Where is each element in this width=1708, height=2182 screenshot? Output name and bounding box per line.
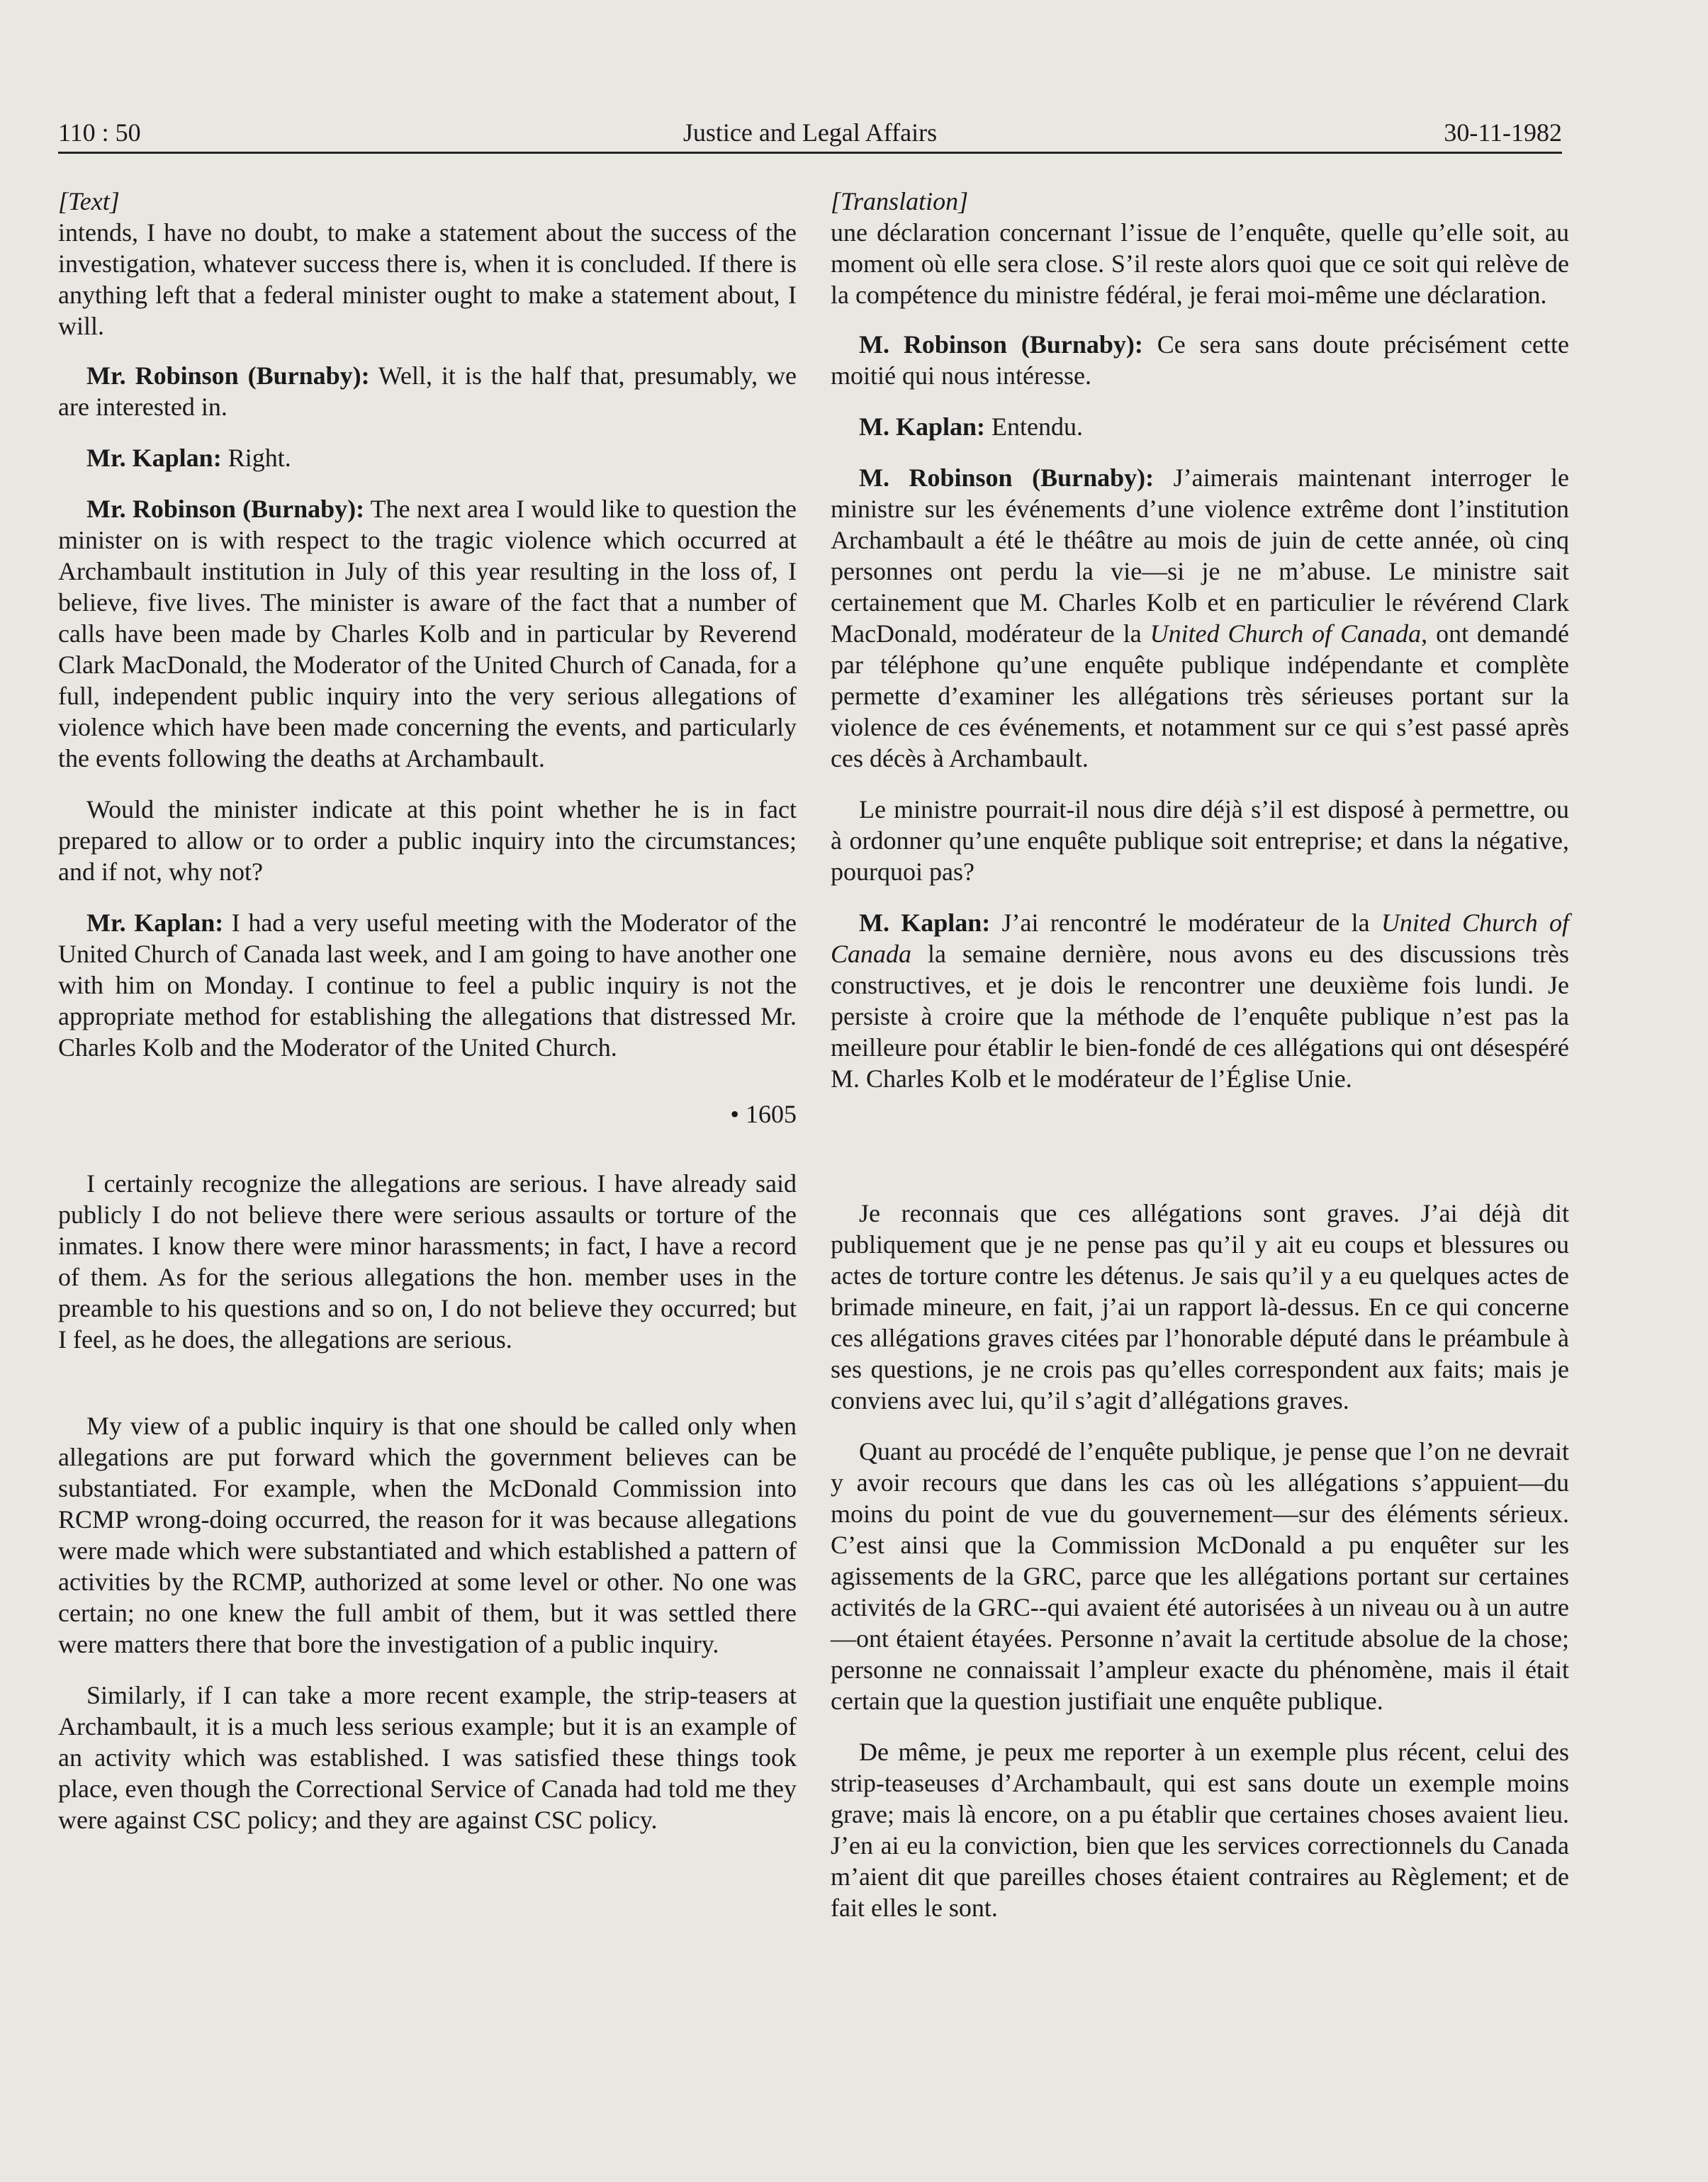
header-rule xyxy=(58,152,1562,154)
paragraph: My view of a public inquiry is that one should be called only when allegations are put forward which the government believes can be substantiated. For example, when the McDonald Commission into RCMP wrong-doing occurred, the reason for it was because allegations were made which were substantiated and which established a pattern of activities by the RCMP, authorized at some level or other. No one was certain; no one knew the full ambit of them, but it was settled there were matters there that bore the investigation of a public inquiry. xyxy=(58,1412,797,1658)
speaker-name: M. Robinson (Burnaby): xyxy=(859,463,1154,492)
speech-text: Entendu. xyxy=(985,412,1083,441)
paragraph: Would the minister indicate at this point whether he is in fact prepared to allow or to order a public inquiry into the circumstances; and if not, why not? xyxy=(58,795,797,886)
paragraph: Quant au procédé de l’enquête publique, je pense que l’on ne devrait y avoir recours que dans les cas où les allégations s’appuient—du moins du point de vue du gouvernement—sur des éléments sérieux. C’est ainsi que la Commission McDonald a pu enquêter sur les agissements de la GRC, parce que les allégations portant sur certaines activités de la GRC--qui avaient été autorisées à un niveau ou à un autre—ont étaient étayées. Personne n’avait la certitude absolue de la chose; personne ne connaissait l’ampleur exacte du phénomène, mais il était certain que la question justifiait une enquête publique. xyxy=(831,1437,1569,1715)
text-tag-label: Text xyxy=(68,187,110,215)
translation-tag-label: Translation xyxy=(841,187,959,215)
italic-name: United Church of Canada xyxy=(1150,619,1422,648)
speaker-name: Mr. Robinson (Burnaby): xyxy=(86,495,365,523)
speech-text: J’aimerais maintenant interroger le ministre sur les événements d’une violence extrême dont l’institution Archambault a été le théâtre au mois de juin de cette année, où cinq personnes ont perdu la vie—si je ne m’abuse. Le ministre sait certainement que M. Charles Kolb et en particulier le révérend Clark MacDonald, modérateur de la xyxy=(831,463,1569,648)
speaker-name: Mr. Kaplan: xyxy=(86,444,222,472)
speech-text: The next area I would like to question the minister on is with respect to the tragic violence which occurred at Archambault institution in July of this year resulting in the loss of, I believe, five lives. The minister is aware of the fact that a number of calls have been made by Charles Kolb and in particular by Reverend Clark MacDonald, the Moderator of the United Church of Canada, for a full, independent public inquiry into the very serious allegations of violence which have been made concerning the events, and particularly the events following the deaths at Archambault. xyxy=(58,495,797,772)
speech-text: I had a very useful meeting with the Moderator of the United Church of Canada last week, and I am going to have another one with him on Monday. I continue to feel a public inquiry is not the appropriate method for establishing the allegations that distressed Mr. Charles Kolb and the Moderator of the United Church. xyxy=(58,909,797,1062)
paragraph: une déclaration concernant l’issue de l’enquête, quelle qu’elle soit, au moment où elle sera close. S’il reste alors quoi que ce soit qui relève de la compétence du ministre fédéral, je ferai moi-même une déclaration. xyxy=(831,218,1569,309)
speech-text: , ont demandé par téléphone qu’une enquête publique indépendante et complète permette d’examiner les allégations très sérieuses portant sur la violence de ces événements, et notamment sur ce qui s’est passé après ces décès à Archambault. xyxy=(831,619,1569,772)
paragraph xyxy=(831,907,1569,1094)
speech-text: la semaine dernière, nous avons eu des discussions très constructives, et je dois le rencontrer une deuxième fois lundi. Je persiste à croire que la méthode de l’enquête publique n’est pas la meilleure pour établir le bien-fondé de ces allégations qui ont désespéré M. Charles Kolb et le modérateur de l’Église Unie. xyxy=(831,940,1569,1093)
paragraph xyxy=(58,493,797,774)
time-marker: • 1605 xyxy=(730,1100,797,1128)
speech-text: J’ai rencontré le modérateur de la xyxy=(990,909,1381,937)
speech-text: Well, it is the half that, presumably, we are interested in. xyxy=(58,361,797,421)
italic-name: United Church of Canada xyxy=(831,909,1570,968)
speaker-name: M. Robinson (Burnaby): xyxy=(859,330,1143,359)
paragraph xyxy=(831,329,1569,391)
speaker-name: M. Kaplan: xyxy=(859,909,991,937)
paragraph: Le ministre pourrait-il nous dire déjà s’il est disposé à permettre, ou à ordonner qu’une enquête publique soit entreprise; et dans la négative, pourquoi pas? xyxy=(831,795,1569,886)
paragraph: De même, je peux me reporter à un exemple plus récent, celui des strip-teaseuses d’Archambault, qui est sans doute un exemple moins grave; mais là encore, on a pu établir que certaines choses avaient lieu. J’en ai eu la conviction, bien que les services correctionnels du Canada m’aient dit que pareilles choses étaient contraires au Règlement; et de fait elles le sont. xyxy=(831,1738,1569,1922)
paragraph: I certainly recognize the allegations are serious. I have already said publicly I do not believe there were serious assaults or torture of the inmates. I know there were minor harassments; in fact, I have a record of them. As for the serious allegations the hon. member uses in the preamble to his questions and so on, I do not believe they occurred; but I feel, as he does, the allegations are serious. xyxy=(58,1169,797,1354)
text-tag: [Text] xyxy=(58,187,120,215)
french-column xyxy=(831,186,1569,1943)
speaker-name: M. Kaplan: xyxy=(859,412,986,441)
speech-text: Ce sera sans doute précisément cette moitié qui nous intéresse. xyxy=(831,330,1569,390)
english-column xyxy=(58,186,797,1855)
paragraph xyxy=(831,462,1569,774)
paragraph xyxy=(831,411,1569,442)
speech-text: Right. xyxy=(221,444,291,472)
speaker-name: Mr. Robinson (Burnaby): xyxy=(86,361,370,390)
paragraph: intends, I have no doubt, to make a statement about the success of the investigation, whatever success there is, when it is concluded. If there is anything left that a federal minister ought to make a statement about, I will. xyxy=(58,218,797,340)
speaker-name: Mr. Kaplan: xyxy=(86,909,224,937)
paragraph xyxy=(58,442,797,473)
paragraph: Similarly, if I can take a more recent example, the strip-teasers at Archambault, it is a much less serious example; but it is an example of an activity which was established. I was satisfied these things took place, even though the Correctional Service of Canada had told me they were against CSC policy; and they are against CSC policy. xyxy=(58,1681,797,1834)
page-number: 110 : 50 xyxy=(58,118,141,147)
paragraph: Je reconnais que ces allégations sont graves. J’ai déjà dit publiquement que je ne pense pas qu’il y ait eu coups et blessures ou actes de torture contre les détenus. Je sais qu’il y a eu quelques actes de brimade mineure, en fait, j’ai un rapport là-dessus. En ce qui concerne ces allégations graves citées par l’honorable député dans le préambule à ses questions, je ne crois pas qu’elles correspondent aux faits; mais je conviens avec lui, qu’il s’agit d’allégations graves. xyxy=(831,1199,1569,1415)
paragraph xyxy=(58,907,797,1063)
page-header xyxy=(58,115,1562,150)
header-date: 30-11-1982 xyxy=(1444,118,1562,147)
running-title: Justice and Legal Affairs xyxy=(682,118,938,147)
paragraph xyxy=(58,360,797,422)
translation-tag: [Translation] xyxy=(831,187,969,215)
